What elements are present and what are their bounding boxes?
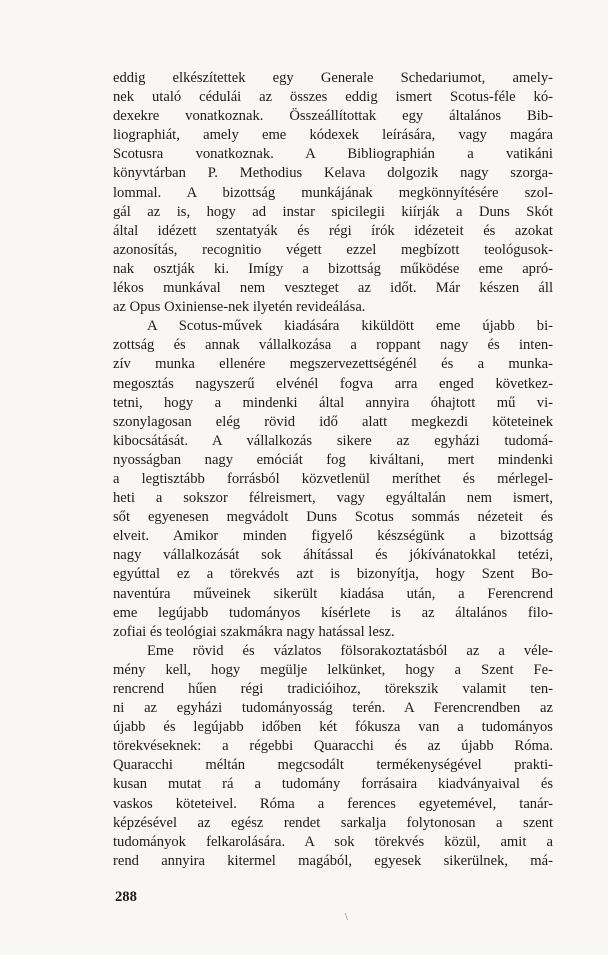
text-line: képzésével az egész rendet sarkalja folytonosan a szent (113, 814, 553, 831)
text-line: tudományok felkarolására. A sok törekvés közül, amit a (113, 833, 553, 850)
text-line: rencrend hűen régi tradicióihoz, törekszik valamit ten- (113, 681, 553, 697)
text-line: ni az egyházi tudományosság terén. A Ferencrendben az (113, 700, 553, 717)
paragraph-3 (113, 642, 553, 871)
text-line: mény kell, hogy megülje lelkünket, hogy a Szent Fe- (113, 661, 553, 678)
text-line: nyosságban nagy emóciát fog kiváltani, mert mindenki (113, 451, 553, 468)
text-line: liographiát, amely eme kódexek leírására, vagy magára (113, 127, 553, 144)
text-line: újabb és legújabb időben két fókusza van a tudományos (113, 719, 553, 736)
text-line: dexekre vonatkoznak. Összeállítottak egy általános Bib- (113, 108, 553, 125)
paragraph-1 (113, 69, 553, 317)
text-line: eme legújabb tudományos kísérlete is az általános filo- (113, 604, 553, 621)
text-line: megosztás nagyszerű elvénél fogva arra enged következ- (113, 375, 553, 392)
text-line: elveit. Amikor minden figyelő készségünk a bizottság (113, 528, 553, 545)
text-line: nagy vállalkozását sok áhítással és jókívánatokkal tetézi, (113, 547, 553, 564)
text-line: törekvéseknek: a régebbi Quaracchi és az újabb Róma. (113, 738, 553, 755)
text-line: heti a sokszor félreismert, vagy egyáltalán nem ismert, (113, 490, 553, 507)
text-line: gál az is, hogy ad instar spicilegii kiírják a Duns Skót (113, 203, 553, 220)
text-line: az Opus Oxiniense-nek ilyetén revideálása. (113, 299, 366, 316)
text-line: a legtisztább forrásból közvetlenül meríthet és mérlegel- (113, 470, 553, 487)
text-line: eddig elkészítettek egy Generale Schedariumot, amely- (113, 70, 553, 86)
document-page (113, 69, 553, 871)
text-line: Eme rövid és vázlatos fölsorakoztatásból az a véle- (147, 642, 553, 659)
text-line: A Scotus-művek kiadására kiküldött eme újabb bi- (147, 318, 553, 335)
text-line: nek utaló cédulái az összes eddig ismert Scotus-féle kó- (113, 89, 553, 106)
text-line: szonylagosan elég rövid idő alatt megkezdi köteteinek (113, 413, 553, 430)
text-line: naventúra műveinek sikerült kiadása után, a Ferencrend (113, 585, 553, 602)
paragraph-2 (113, 317, 553, 642)
text-line: sőt egyenesen megvádolt Duns Scotus sommás nézeteit és (113, 509, 553, 526)
page-number: 288 (115, 889, 137, 905)
text-line: vaskos köteteivel. Róma a ferences egyetemével, tanár- (113, 795, 553, 812)
text-line: rend annyira kitermel magából, egyesek sikerülnek, má- (113, 852, 553, 869)
text-line: zottság és annak vállalkozása a roppant nagy és inten- (113, 337, 553, 354)
text-line: egyúttal ez a törekvés azt is bizonyítja, hogy Szent Bo- (113, 566, 553, 583)
text-line: kusan mutat rá a tudomány forrásaira kiadványaival és (113, 776, 553, 793)
scan-mark: \ (345, 912, 348, 923)
text-line: lékos munkával nem veszteget az időt. Már készen áll (113, 280, 553, 297)
text-line: tetni, hogy a mindenki által annyira óhajtott mű vi- (113, 394, 553, 411)
text-line: Quaracchi méltán megcsodált termékenységével prakti- (113, 757, 553, 774)
text-line: kibocsátását. A vállalkozás sikere az egyházi tudomá- (113, 432, 553, 449)
text-line: könyvtárban P. Methodius Kelava dolgozik nagy szorga- (113, 165, 553, 182)
text-line: zofiai és teológiai szakmákra nagy hatással lesz. (113, 623, 395, 640)
text-line: Scotusra vonatkoznak. A Bibliographián a vatikáni (113, 146, 553, 163)
text-line: által idézett szentatyák és régi írók idézeteit és azokat (113, 222, 553, 239)
text-line: lommal. A bizottság munkájának megkönnyítésére szol- (113, 184, 553, 201)
text-line: zív munka ellenére megszervezettségénél és a munka- (113, 356, 553, 373)
text-line: azonosítás, recognitio végett ezzel megbízott teológusok- (113, 241, 553, 258)
text-line: nak osztják ki. Imígy a bizottság működése eme apró- (113, 260, 553, 277)
